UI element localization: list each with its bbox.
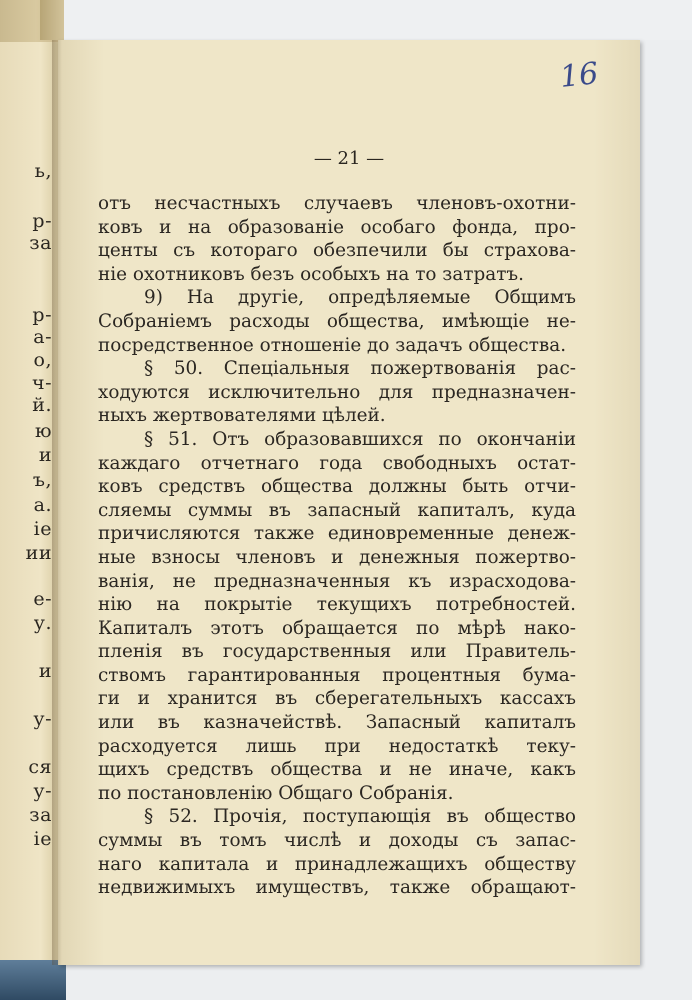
scanner-backdrop bbox=[0, 0, 692, 40]
page-number: — 21 — bbox=[313, 148, 385, 169]
handwritten-folio-number: 16 bbox=[558, 56, 600, 95]
text-line: ковъ и на образованіе особаго фонда, про- bbox=[98, 216, 576, 238]
previous-page-text-fragment: ся bbox=[28, 756, 52, 778]
previous-page-text-fragment: у. bbox=[33, 612, 52, 634]
text-line: отъ несчастныхъ случаевъ членовъ-охотни- bbox=[98, 193, 576, 214]
text-line: пленія въ государственныя или Правитель- bbox=[98, 641, 576, 663]
text-line: § 51. Отъ образовавшихся по окончаніи bbox=[144, 428, 576, 450]
previous-page-text-fragment: и bbox=[38, 444, 52, 466]
previous-page-text-fragment: іе bbox=[33, 518, 52, 540]
text-line: каждаго отчетнаго года свободныхъ остат- bbox=[98, 452, 576, 474]
text-line: ванія, не предназначенныя къ израсходова- bbox=[98, 570, 576, 592]
text-line: ствомъ гарантированныя процентныя бума- bbox=[98, 664, 576, 686]
previous-page-text-fragment: ъ, bbox=[32, 469, 52, 491]
gutter-shadow bbox=[52, 40, 62, 965]
text-line: центы съ котораго обезпечили бы страхова- bbox=[98, 240, 576, 262]
previous-page-text-fragment: о, bbox=[33, 349, 52, 371]
text-line: наго капитала и принадлежащихъ обществу bbox=[98, 853, 576, 875]
text-line: по постановленію Общаго Собранія. bbox=[98, 782, 454, 804]
previous-page-text-fragment: р- bbox=[32, 210, 52, 232]
text-line: щихъ средствъ общества и не иначе, какъ bbox=[98, 759, 576, 781]
previous-page-text-fragment: а. bbox=[33, 494, 52, 516]
text-line: нію на покрытіе текущихъ потребностей. bbox=[98, 594, 576, 616]
text-line: Собраніемъ расходы общества, имѣющіе не- bbox=[98, 310, 576, 332]
previous-page-text-fragment: за bbox=[29, 232, 52, 254]
previous-page-text-fragment: іе bbox=[33, 828, 52, 850]
previous-page-text-fragment: ии bbox=[25, 542, 52, 564]
book-page bbox=[58, 40, 640, 965]
text-line: § 50. Спеціальныя пожертвованія рас- bbox=[144, 358, 576, 380]
text-line: сляемы суммы въ запасный капиталъ, куда bbox=[98, 499, 576, 521]
text-line: ные взносы членовъ и денежныя пожертво- bbox=[98, 546, 576, 568]
text-line: посредственное отношеніе до задачъ общества. bbox=[98, 334, 567, 356]
text-line: недвижимыхъ имуществъ, также обращают- bbox=[98, 877, 576, 899]
text-line: или въ казначействѣ. Запасный капиталъ bbox=[98, 712, 576, 734]
book-spine bbox=[40, 0, 64, 40]
text-line: ныхъ жертвователями цѣлей. bbox=[98, 405, 386, 427]
book-cover-corner bbox=[0, 960, 66, 1000]
previous-page-text-fragment: у- bbox=[33, 780, 52, 802]
previous-page-text-fragment: а- bbox=[33, 326, 52, 348]
previous-page-text-fragment: и bbox=[38, 660, 52, 682]
text-line: ги и хранится въ сберегательныхъ кассахъ bbox=[98, 688, 576, 710]
previous-page-text-fragment: р- bbox=[32, 304, 52, 326]
previous-page-text-fragment: й. bbox=[32, 394, 52, 416]
text-line: Капиталъ этотъ обращается по мѣрѣ нако- bbox=[98, 617, 576, 639]
text-line: § 52. Прочія, поступающія въ общество bbox=[144, 806, 576, 828]
previous-page bbox=[0, 42, 58, 960]
page-body-text bbox=[98, 192, 576, 900]
previous-page-text-fragment: ю bbox=[34, 420, 52, 442]
previous-page-text-fragment: е- bbox=[33, 588, 52, 610]
text-line: ходуются исключительно для предназначен- bbox=[98, 381, 576, 403]
text-line: расходуется лишь при недостаткѣ теку- bbox=[98, 735, 576, 757]
previous-page-text-fragment: ч- bbox=[32, 372, 52, 394]
previous-page-text-fragment: за bbox=[29, 804, 52, 826]
text-line: 9) На другіе, опредѣляемые Общимъ bbox=[144, 287, 576, 309]
text-line: причисляются также единовременные денеж- bbox=[98, 523, 576, 545]
text-line: суммы въ томъ числѣ и доходы съ запас- bbox=[98, 830, 576, 852]
previous-page-text-fragment: ь, bbox=[34, 160, 52, 182]
previous-page-text-fragment: у- bbox=[33, 708, 52, 730]
text-line: ніе охотниковъ безъ особыхъ на то затратъ. bbox=[98, 263, 524, 285]
text-line: ковъ средствъ общества должны быть отчи- bbox=[98, 476, 576, 498]
